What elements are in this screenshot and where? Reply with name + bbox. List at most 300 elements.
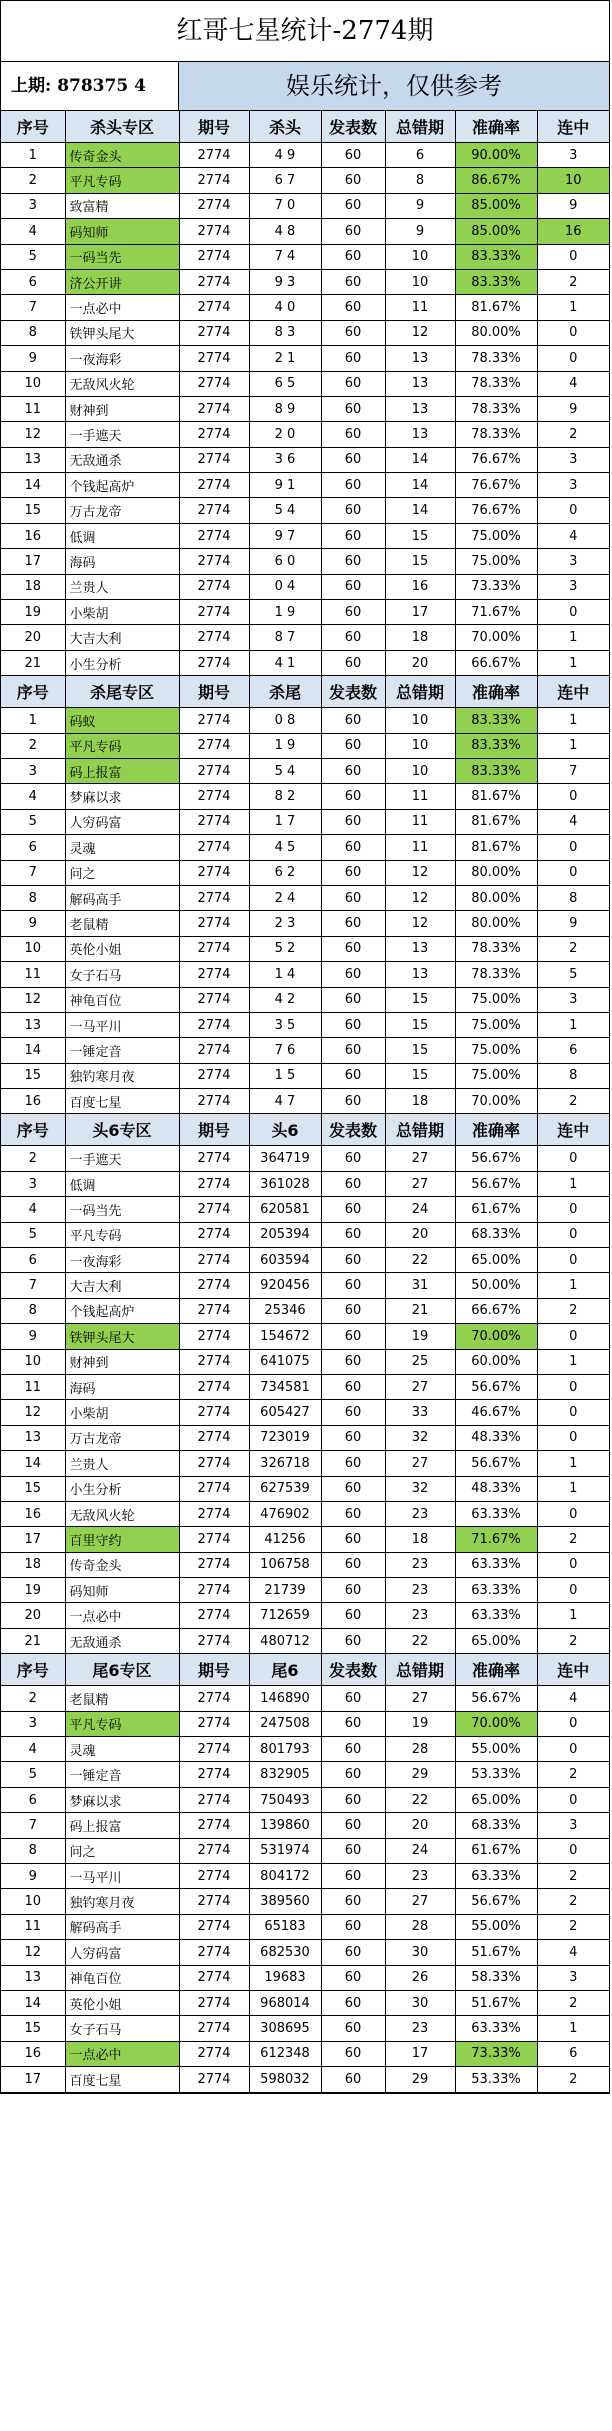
- table-row: [1, 523, 609, 548]
- prediction-cell: 25346: [249, 1298, 321, 1323]
- issue-number-cell: 2774: [179, 295, 249, 320]
- post-count-cell: 60: [321, 1578, 385, 1603]
- post-count-cell: 60: [321, 1686, 385, 1711]
- issue-number-cell: 2774: [179, 1838, 249, 1863]
- miss-count-cell: 18: [385, 625, 455, 650]
- expert-name-cell: 小生分析: [65, 650, 179, 675]
- expert-name-cell: 人穷码富: [65, 1940, 179, 1965]
- issue-number-cell: 2774: [179, 1527, 249, 1552]
- table-row: [1, 1146, 609, 1171]
- table-row: [1, 885, 609, 910]
- row-index-cell: 4: [1, 1197, 65, 1222]
- row-index-cell: 11: [1, 396, 65, 421]
- expert-name-cell: 百度七星: [65, 2067, 179, 2092]
- prediction-cell: 531974: [249, 1838, 321, 1863]
- table-row: [1, 708, 609, 733]
- streak-cell: 0: [537, 1248, 609, 1273]
- post-count-cell: 60: [321, 1838, 385, 1863]
- streak-cell: 3: [537, 447, 609, 472]
- expert-name-cell: 万古龙帝: [65, 1425, 179, 1450]
- streak-cell: 8: [537, 1063, 609, 1088]
- table-row: [1, 1476, 609, 1501]
- miss-count-cell: 9: [385, 219, 455, 244]
- issue-number-cell: 2774: [179, 168, 249, 193]
- table-row: [1, 1737, 609, 1762]
- expert-name-cell: 码上报富: [65, 1813, 179, 1838]
- miss-count-cell: 15: [385, 523, 455, 548]
- post-count-cell: 60: [321, 885, 385, 910]
- streak-cell: 4: [537, 371, 609, 396]
- issue-number-cell: 2774: [179, 835, 249, 860]
- streak-cell: 0: [537, 1578, 609, 1603]
- prediction-cell: 389560: [249, 1889, 321, 1914]
- row-index-cell: 9: [1, 1864, 65, 1889]
- miss-count-cell: 30: [385, 1940, 455, 1965]
- row-index-cell: 15: [1, 1476, 65, 1501]
- issue-number-cell: 2774: [179, 1501, 249, 1526]
- row-index-cell: 17: [1, 1527, 65, 1552]
- accuracy-cell: 85.00%: [455, 219, 537, 244]
- post-count-cell: 60: [321, 447, 385, 472]
- streak-cell: 3: [537, 549, 609, 574]
- row-index-cell: 12: [1, 1400, 65, 1425]
- table-row: [1, 1965, 609, 1990]
- expert-name-cell: 问之: [65, 860, 179, 885]
- streak-cell: 0: [537, 1787, 609, 1812]
- prediction-cell: 19683: [249, 1965, 321, 1990]
- row-index-cell: 20: [1, 1603, 65, 1628]
- miss-count-cell: 22: [385, 1628, 455, 1653]
- miss-count-cell: 22: [385, 1787, 455, 1812]
- streak-cell: 0: [537, 1552, 609, 1577]
- miss-count-cell: 12: [385, 885, 455, 910]
- streak-cell: 3: [537, 987, 609, 1012]
- accuracy-cell: 58.33%: [455, 1965, 537, 1990]
- column-header-row-index: 序号: [1, 111, 65, 143]
- expert-name-cell: 灵魂: [65, 835, 179, 860]
- previous-draw: 上期: 878375 4: [1, 62, 179, 110]
- streak-cell: 0: [537, 835, 609, 860]
- miss-count-cell: 13: [385, 346, 455, 371]
- accuracy-cell: 75.00%: [455, 1012, 537, 1037]
- streak-cell: 0: [537, 1146, 609, 1171]
- table-row: [1, 1787, 609, 1812]
- post-count-cell: 60: [321, 2067, 385, 2092]
- table-row: [1, 422, 609, 447]
- prediction-cell: 7 0: [249, 193, 321, 218]
- table-row: [1, 784, 609, 809]
- issue-number-cell: 2774: [179, 1813, 249, 1838]
- table-row: [1, 1298, 609, 1323]
- expert-name-cell: 无敌风火轮: [65, 1501, 179, 1526]
- column-header-streak: 连中: [537, 1654, 609, 1686]
- row-index-cell: 7: [1, 295, 65, 320]
- accuracy-cell: 76.67%: [455, 447, 537, 472]
- issue-number-cell: 2774: [179, 1273, 249, 1298]
- table-row: [1, 193, 609, 218]
- table-row: [1, 371, 609, 396]
- row-index-cell: 14: [1, 1990, 65, 2015]
- table-row: [1, 1527, 609, 1552]
- accuracy-cell: 48.33%: [455, 1425, 537, 1450]
- row-index-cell: 2: [1, 733, 65, 758]
- issue-number-cell: 2774: [179, 244, 249, 269]
- prediction-cell: 612348: [249, 2041, 321, 2066]
- accuracy-cell: 48.33%: [455, 1476, 537, 1501]
- expert-name-cell: 问之: [65, 1838, 179, 1863]
- table-row: [1, 625, 609, 650]
- issue-number-cell: 2774: [179, 809, 249, 834]
- expert-name-cell: 一点必中: [65, 2041, 179, 2066]
- column-header-miss-count: 总错期: [385, 1114, 455, 1146]
- table-row: [1, 1578, 609, 1603]
- prediction-cell: 9 3: [249, 269, 321, 294]
- stats-table: [1, 111, 609, 2093]
- post-count-cell: 60: [321, 987, 385, 1012]
- prediction-cell: 361028: [249, 1171, 321, 1196]
- section-header: [1, 1654, 609, 1686]
- accuracy-cell: 83.33%: [455, 758, 537, 783]
- streak-cell: 1: [537, 2016, 609, 2041]
- streak-cell: 0: [537, 1374, 609, 1399]
- streak-cell: 2: [537, 1628, 609, 1653]
- prediction-cell: 41256: [249, 1527, 321, 1552]
- miss-count-cell: 19: [385, 1324, 455, 1349]
- post-count-cell: 60: [321, 809, 385, 834]
- streak-cell: 4: [537, 1686, 609, 1711]
- accuracy-cell: 75.00%: [455, 549, 537, 574]
- streak-cell: 2: [537, 422, 609, 447]
- row-index-cell: 15: [1, 1063, 65, 1088]
- accuracy-cell: 71.67%: [455, 600, 537, 625]
- row-index-cell: 10: [1, 1349, 65, 1374]
- post-count-cell: 60: [321, 1298, 385, 1323]
- accuracy-cell: 81.67%: [455, 295, 537, 320]
- accuracy-cell: 66.67%: [455, 1298, 537, 1323]
- column-header-issue-number: 期号: [179, 1114, 249, 1146]
- expert-name-cell: 一夜海彩: [65, 1248, 179, 1273]
- prediction-cell: 920456: [249, 1273, 321, 1298]
- issue-number-cell: 2774: [179, 1089, 249, 1114]
- issue-number-cell: 2774: [179, 346, 249, 371]
- row-index-cell: 3: [1, 193, 65, 218]
- streak-cell: 2: [537, 1990, 609, 2015]
- issue-number-cell: 2774: [179, 1222, 249, 1247]
- miss-count-cell: 15: [385, 1063, 455, 1088]
- prediction-cell: 8 7: [249, 625, 321, 650]
- table-row: [1, 1425, 609, 1450]
- issue-number-cell: 2774: [179, 143, 249, 168]
- post-count-cell: 60: [321, 346, 385, 371]
- prediction-cell: 247508: [249, 1711, 321, 1736]
- post-count-cell: 60: [321, 1864, 385, 1889]
- prediction-cell: 1 7: [249, 809, 321, 834]
- prediction-cell: 968014: [249, 1990, 321, 2015]
- row-index-cell: 18: [1, 574, 65, 599]
- prediction-cell: 804172: [249, 1864, 321, 1889]
- issue-number-cell: 2774: [179, 1578, 249, 1603]
- prediction-cell: 106758: [249, 1552, 321, 1577]
- post-count-cell: 60: [321, 1965, 385, 1990]
- table-row: [1, 860, 609, 885]
- expert-name-cell: 一点必中: [65, 295, 179, 320]
- streak-cell: 0: [537, 1197, 609, 1222]
- streak-cell: 2: [537, 1889, 609, 1914]
- miss-count-cell: 24: [385, 1197, 455, 1222]
- row-index-cell: 21: [1, 650, 65, 675]
- issue-number-cell: 2774: [179, 1864, 249, 1889]
- issue-number-cell: 2774: [179, 1762, 249, 1787]
- expert-name-cell: 码蚁: [65, 708, 179, 733]
- streak-cell: 0: [537, 1425, 609, 1450]
- post-count-cell: 60: [321, 244, 385, 269]
- streak-cell: 0: [537, 784, 609, 809]
- post-count-cell: 60: [321, 523, 385, 548]
- row-index-cell: 14: [1, 1038, 65, 1063]
- streak-cell: 0: [537, 1324, 609, 1349]
- issue-number-cell: 2774: [179, 447, 249, 472]
- miss-count-cell: 27: [385, 1171, 455, 1196]
- streak-cell: 16: [537, 219, 609, 244]
- column-header-prediction: 杀尾: [249, 676, 321, 708]
- post-count-cell: 60: [321, 219, 385, 244]
- row-index-cell: 11: [1, 1914, 65, 1939]
- expert-name-cell: 女子石马: [65, 962, 179, 987]
- expert-name-cell: 一点必中: [65, 1603, 179, 1628]
- streak-cell: 7: [537, 758, 609, 783]
- expert-name-cell: 一手遮天: [65, 422, 179, 447]
- issue-number-cell: 2774: [179, 1197, 249, 1222]
- accuracy-cell: 53.33%: [455, 1762, 537, 1787]
- accuracy-cell: 56.67%: [455, 1146, 537, 1171]
- streak-cell: 4: [537, 809, 609, 834]
- post-count-cell: 60: [321, 371, 385, 396]
- column-header-issue-number: 期号: [179, 676, 249, 708]
- miss-count-cell: 11: [385, 784, 455, 809]
- prediction-cell: 2 4: [249, 885, 321, 910]
- miss-count-cell: 32: [385, 1425, 455, 1450]
- table-row: [1, 1990, 609, 2015]
- issue-number-cell: 2774: [179, 396, 249, 421]
- expert-name-cell: 低调: [65, 523, 179, 548]
- table-row: [1, 473, 609, 498]
- prediction-cell: 2 1: [249, 346, 321, 371]
- column-header-expert-name: 杀尾专区: [65, 676, 179, 708]
- prediction-cell: 2 3: [249, 911, 321, 936]
- post-count-cell: 60: [321, 835, 385, 860]
- prediction-cell: 4 2: [249, 987, 321, 1012]
- accuracy-cell: 63.33%: [455, 1578, 537, 1603]
- streak-cell: 1: [537, 1451, 609, 1476]
- expert-name-cell: 小柴胡: [65, 1400, 179, 1425]
- prediction-cell: 5 4: [249, 758, 321, 783]
- streak-cell: 1: [537, 1273, 609, 1298]
- issue-number-cell: 2774: [179, 733, 249, 758]
- row-index-cell: 8: [1, 885, 65, 910]
- table-row: [1, 962, 609, 987]
- row-index-cell: 12: [1, 422, 65, 447]
- accuracy-cell: 61.67%: [455, 1838, 537, 1863]
- accuracy-cell: 53.33%: [455, 2067, 537, 2092]
- prediction-cell: 1 4: [249, 962, 321, 987]
- row-index-cell: 4: [1, 784, 65, 809]
- issue-number-cell: 2774: [179, 1324, 249, 1349]
- prediction-cell: 750493: [249, 1787, 321, 1812]
- prediction-cell: 9 7: [249, 523, 321, 548]
- expert-name-cell: 个钱起高炉: [65, 473, 179, 498]
- accuracy-cell: 78.33%: [455, 396, 537, 421]
- prediction-cell: 6 5: [249, 371, 321, 396]
- table-row: [1, 733, 609, 758]
- streak-cell: 2: [537, 1914, 609, 1939]
- table-row: [1, 1838, 609, 1863]
- miss-count-cell: 15: [385, 1012, 455, 1037]
- accuracy-cell: 76.67%: [455, 498, 537, 523]
- post-count-cell: 60: [321, 1038, 385, 1063]
- post-count-cell: 60: [321, 295, 385, 320]
- post-count-cell: 60: [321, 1349, 385, 1374]
- post-count-cell: 60: [321, 549, 385, 574]
- issue-number-cell: 2774: [179, 1451, 249, 1476]
- table-row: [1, 1197, 609, 1222]
- row-index-cell: 4: [1, 219, 65, 244]
- column-header-expert-name: 尾6专区: [65, 1654, 179, 1686]
- prediction-cell: 832905: [249, 1762, 321, 1787]
- streak-cell: 0: [537, 320, 609, 345]
- column-header-streak: 连中: [537, 676, 609, 708]
- row-index-cell: 6: [1, 835, 65, 860]
- post-count-cell: 60: [321, 758, 385, 783]
- expert-name-cell: 海码: [65, 549, 179, 574]
- table-row: [1, 1038, 609, 1063]
- prediction-cell: 605427: [249, 1400, 321, 1425]
- post-count-cell: 60: [321, 962, 385, 987]
- prediction-cell: 4 7: [249, 1089, 321, 1114]
- miss-count-cell: 12: [385, 911, 455, 936]
- row-index-cell: 1: [1, 708, 65, 733]
- table-row: [1, 1400, 609, 1425]
- expert-name-cell: 济公开讲: [65, 269, 179, 294]
- post-count-cell: 60: [321, 1248, 385, 1273]
- column-header-issue-number: 期号: [179, 1654, 249, 1686]
- prediction-cell: 1 9: [249, 600, 321, 625]
- issue-number-cell: 2774: [179, 193, 249, 218]
- table-row: [1, 1222, 609, 1247]
- row-index-cell: 9: [1, 911, 65, 936]
- column-header-row-index: 序号: [1, 1654, 65, 1686]
- accuracy-cell: 85.00%: [455, 193, 537, 218]
- miss-count-cell: 33: [385, 1400, 455, 1425]
- post-count-cell: 60: [321, 422, 385, 447]
- expert-name-cell: 小柴胡: [65, 600, 179, 625]
- miss-count-cell: 22: [385, 1248, 455, 1273]
- column-header-post-count: 发表数: [321, 1654, 385, 1686]
- post-count-cell: 60: [321, 650, 385, 675]
- post-count-cell: 60: [321, 860, 385, 885]
- miss-count-cell: 23: [385, 1552, 455, 1577]
- accuracy-cell: 75.00%: [455, 987, 537, 1012]
- post-count-cell: 60: [321, 1012, 385, 1037]
- row-index-cell: 13: [1, 1425, 65, 1450]
- table-row: [1, 911, 609, 936]
- table-row: [1, 600, 609, 625]
- issue-number-cell: 2774: [179, 885, 249, 910]
- expert-name-cell: 梦麻以求: [65, 784, 179, 809]
- issue-number-cell: 2774: [179, 549, 249, 574]
- table-row: [1, 758, 609, 783]
- streak-cell: 2: [537, 2067, 609, 2092]
- row-index-cell: 19: [1, 600, 65, 625]
- section-header: [1, 676, 609, 708]
- post-count-cell: 60: [321, 1063, 385, 1088]
- accuracy-cell: 78.33%: [455, 936, 537, 961]
- prediction-cell: 21739: [249, 1578, 321, 1603]
- accuracy-cell: 70.00%: [455, 1324, 537, 1349]
- streak-cell: 6: [537, 1038, 609, 1063]
- prediction-cell: 6 7: [249, 168, 321, 193]
- row-index-cell: 1: [1, 143, 65, 168]
- prediction-cell: 682530: [249, 1940, 321, 1965]
- streak-cell: 2: [537, 1089, 609, 1114]
- accuracy-cell: 56.67%: [455, 1171, 537, 1196]
- issue-number-cell: 2774: [179, 1298, 249, 1323]
- column-header-accuracy: 准确率: [455, 111, 537, 143]
- issue-number-cell: 2774: [179, 1628, 249, 1653]
- accuracy-cell: 81.67%: [455, 809, 537, 834]
- miss-count-cell: 18: [385, 1089, 455, 1114]
- miss-count-cell: 27: [385, 1451, 455, 1476]
- table-row: [1, 1012, 609, 1037]
- streak-cell: 2: [537, 936, 609, 961]
- expert-name-cell: 平凡专码: [65, 168, 179, 193]
- post-count-cell: 60: [321, 2041, 385, 2066]
- accuracy-cell: 56.67%: [455, 1451, 537, 1476]
- issue-number-cell: 2774: [179, 860, 249, 885]
- table-row: [1, 549, 609, 574]
- issue-number-cell: 2774: [179, 650, 249, 675]
- section-header: [1, 111, 609, 143]
- issue-number-cell: 2774: [179, 625, 249, 650]
- column-header-streak: 连中: [537, 111, 609, 143]
- streak-cell: 10: [537, 168, 609, 193]
- prediction-cell: 598032: [249, 2067, 321, 2092]
- post-count-cell: 60: [321, 2016, 385, 2041]
- streak-cell: 5: [537, 962, 609, 987]
- table-row: [1, 396, 609, 421]
- accuracy-cell: 55.00%: [455, 1914, 537, 1939]
- expert-name-cell: 传奇金头: [65, 1552, 179, 1577]
- miss-count-cell: 23: [385, 1501, 455, 1526]
- miss-count-cell: 10: [385, 758, 455, 783]
- prediction-cell: 139860: [249, 1813, 321, 1838]
- column-header-expert-name: 杀头专区: [65, 111, 179, 143]
- post-count-cell: 60: [321, 168, 385, 193]
- column-header-row-index: 序号: [1, 676, 65, 708]
- expert-name-cell: 大吉大利: [65, 625, 179, 650]
- expert-name-cell: 英伦小姐: [65, 1990, 179, 2015]
- post-count-cell: 60: [321, 784, 385, 809]
- streak-cell: 1: [537, 625, 609, 650]
- accuracy-cell: 70.00%: [455, 1711, 537, 1736]
- expert-name-cell: 小生分析: [65, 1476, 179, 1501]
- issue-number-cell: 2774: [179, 574, 249, 599]
- prediction-cell: 4 9: [249, 143, 321, 168]
- prediction-cell: 712659: [249, 1603, 321, 1628]
- miss-count-cell: 12: [385, 320, 455, 345]
- disclaimer-banner: 娱乐统计，仅供参考: [179, 62, 609, 110]
- table-row: [1, 835, 609, 860]
- issue-number-cell: 2774: [179, 1914, 249, 1939]
